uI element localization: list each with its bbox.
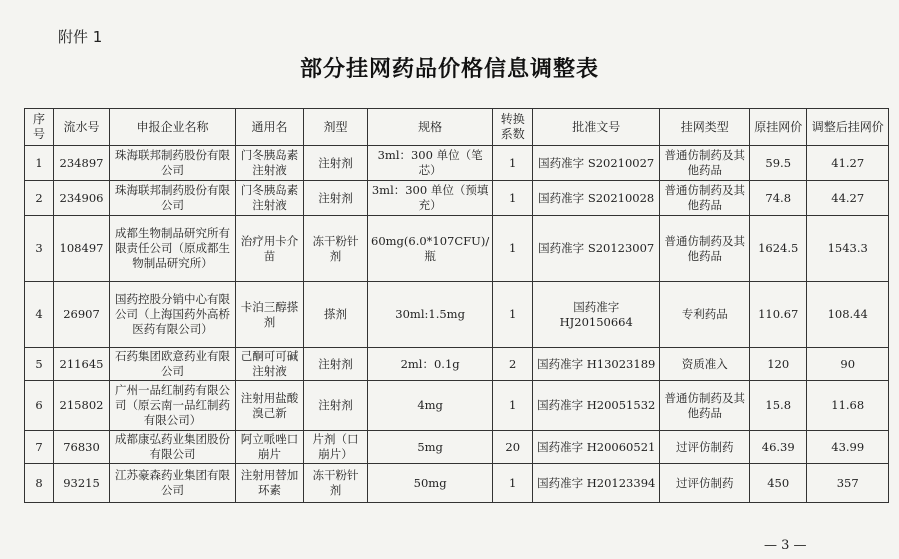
- col-generic-name-cell: 注射用盐酸溴己新: [236, 381, 304, 431]
- table-header-row: [25, 109, 889, 146]
- col-conversion-cell: 1: [493, 464, 533, 503]
- col-approval-cell: 国药准字 H20060521: [533, 431, 660, 464]
- table-body: [25, 146, 889, 503]
- col-spec-cell: 3ml：300 单位（预填充）: [368, 181, 493, 216]
- col-dosage-form-cell: 冻干粉针剂: [304, 464, 368, 503]
- col-original-price-cell: 59.5: [750, 146, 807, 181]
- col-listing-type-cell: 过评仿制药: [660, 431, 750, 464]
- table-row: [25, 381, 889, 431]
- col-dosage-form-cell: 注射剂: [304, 181, 368, 216]
- col-approval-cell: 国药准字 HJ20150664: [533, 282, 660, 348]
- col-listing-type-cell: 普通仿制药及其他药品: [660, 181, 750, 216]
- header-col-adjusted-price: 调整后挂网价: [807, 109, 889, 146]
- col-serial-cell: 211645: [54, 348, 110, 381]
- col-adjusted-price-cell: 108.44: [807, 282, 889, 348]
- col-company-cell: 广州一品红制药有限公司（原云南一品红制药有限公司）: [110, 381, 236, 431]
- table-row: [25, 216, 889, 282]
- col-generic-name-cell: 阿立哌唑口崩片: [236, 431, 304, 464]
- col-original-price-cell: 15.8: [750, 381, 807, 431]
- col-index-cell: 8: [25, 464, 54, 503]
- col-index-cell: 4: [25, 282, 54, 348]
- col-index-cell: 7: [25, 431, 54, 464]
- col-serial-cell: 108497: [54, 216, 110, 282]
- col-adjusted-price-cell: 1543.3: [807, 216, 889, 282]
- col-spec-cell: 60mg(6.0*107CFU)/瓶: [368, 216, 493, 282]
- col-company-cell: 成都生物制品研究所有限责任公司（原成都生物制品研究所）: [110, 216, 236, 282]
- col-listing-type-cell: 资质准入: [660, 348, 750, 381]
- col-original-price-cell: 1624.5: [750, 216, 807, 282]
- col-index-cell: 1: [25, 146, 54, 181]
- col-generic-name-cell: 治疗用卡介苗: [236, 216, 304, 282]
- page-number: — 3 —: [764, 538, 807, 553]
- col-dosage-form-cell: 搽剂: [304, 282, 368, 348]
- col-listing-type-cell: 过评仿制药: [660, 464, 750, 503]
- col-original-price-cell: 74.8: [750, 181, 807, 216]
- col-dosage-form-cell: 注射剂: [304, 381, 368, 431]
- header-col-spec: 规格: [368, 109, 493, 146]
- col-conversion-cell: 1: [493, 216, 533, 282]
- table-row: [25, 431, 889, 464]
- header-col-index: 序号: [25, 109, 54, 146]
- col-approval-cell: 国药准字 H20123394: [533, 464, 660, 503]
- table-row: [25, 348, 889, 381]
- col-dosage-form-cell: 注射剂: [304, 348, 368, 381]
- col-conversion-cell: 1: [493, 282, 533, 348]
- table-row: [25, 181, 889, 216]
- col-spec-cell: 30ml:1.5mg: [368, 282, 493, 348]
- col-dosage-form-cell: 片剂（口崩片）: [304, 431, 368, 464]
- col-adjusted-price-cell: 44.27: [807, 181, 889, 216]
- col-company-cell: 江苏豪森药业集团有限公司: [110, 464, 236, 503]
- col-original-price-cell: 46.39: [750, 431, 807, 464]
- col-adjusted-price-cell: 90: [807, 348, 889, 381]
- header-col-dosage-form: 剂型: [304, 109, 368, 146]
- col-generic-name-cell: 门冬胰岛素注射液: [236, 181, 304, 216]
- col-listing-type-cell: 专利药品: [660, 282, 750, 348]
- col-generic-name-cell: 己酮可可碱注射液: [236, 348, 304, 381]
- col-generic-name-cell: 注射用替加环素: [236, 464, 304, 503]
- col-listing-type-cell: 普通仿制药及其他药品: [660, 146, 750, 181]
- col-original-price-cell: 450: [750, 464, 807, 503]
- header-col-original-price: 原挂网价: [750, 109, 807, 146]
- table-row: [25, 464, 889, 503]
- col-serial-cell: 76830: [54, 431, 110, 464]
- col-spec-cell: 5mg: [368, 431, 493, 464]
- attachment-label: 附件 1: [58, 28, 103, 46]
- col-listing-type-cell: 普通仿制药及其他药品: [660, 216, 750, 282]
- col-serial-cell: 234897: [54, 146, 110, 181]
- col-approval-cell: 国药准字 S20210027: [533, 146, 660, 181]
- col-serial-cell: 93215: [54, 464, 110, 503]
- col-adjusted-price-cell: 357: [807, 464, 889, 503]
- col-index-cell: 6: [25, 381, 54, 431]
- col-conversion-cell: 1: [493, 181, 533, 216]
- col-spec-cell: 4mg: [368, 381, 493, 431]
- col-conversion-cell: 1: [493, 146, 533, 181]
- col-dosage-form-cell: 注射剂: [304, 146, 368, 181]
- table-row: [25, 282, 889, 348]
- col-original-price-cell: 120: [750, 348, 807, 381]
- col-dosage-form-cell: 冻干粉针剂: [304, 216, 368, 282]
- header-col-company: 申报企业名称: [110, 109, 236, 146]
- col-approval-cell: 国药准字 H20051532: [533, 381, 660, 431]
- col-approval-cell: 国药准字 H13023189: [533, 348, 660, 381]
- col-spec-cell: 3ml：300 单位（笔芯）: [368, 146, 493, 181]
- col-conversion-cell: 1: [493, 381, 533, 431]
- col-serial-cell: 234906: [54, 181, 110, 216]
- col-company-cell: 石药集团欧意药业有限公司: [110, 348, 236, 381]
- col-spec-cell: 2ml：0.1g: [368, 348, 493, 381]
- col-spec-cell: 50mg: [368, 464, 493, 503]
- col-company-cell: 珠海联邦制药股份有限公司: [110, 181, 236, 216]
- col-approval-cell: 国药准字 S20210028: [533, 181, 660, 216]
- col-listing-type-cell: 普通仿制药及其他药品: [660, 381, 750, 431]
- col-company-cell: 珠海联邦制药股份有限公司: [110, 146, 236, 181]
- col-index-cell: 5: [25, 348, 54, 381]
- col-index-cell: 2: [25, 181, 54, 216]
- col-adjusted-price-cell: 43.99: [807, 431, 889, 464]
- col-approval-cell: 国药准字 S20123007: [533, 216, 660, 282]
- col-conversion-cell: 2: [493, 348, 533, 381]
- page-title: 部分挂网药品价格信息调整表: [299, 57, 599, 82]
- header-col-listing-type: 挂网类型: [660, 109, 750, 146]
- col-company-cell: 国药控股分销中心有限公司（上海国药外高桥医药有限公司）: [110, 282, 236, 348]
- header-col-generic-name: 通用名: [236, 109, 304, 146]
- col-company-cell: 成都康弘药业集团股份有限公司: [110, 431, 236, 464]
- price-adjustment-table: [24, 108, 889, 503]
- col-index-cell: 3: [25, 216, 54, 282]
- col-generic-name-cell: 卡泊三醇搽剂: [236, 282, 304, 348]
- col-generic-name-cell: 门冬胰岛素注射液: [236, 146, 304, 181]
- col-original-price-cell: 110.67: [750, 282, 807, 348]
- header-col-approval: 批准文号: [533, 109, 660, 146]
- col-serial-cell: 215802: [54, 381, 110, 431]
- table-row: [25, 146, 889, 181]
- col-adjusted-price-cell: 11.68: [807, 381, 889, 431]
- col-serial-cell: 26907: [54, 282, 110, 348]
- header-col-serial: 流水号: [54, 109, 110, 146]
- col-conversion-cell: 20: [493, 431, 533, 464]
- header-col-conversion: 转换系数: [493, 109, 533, 146]
- col-adjusted-price-cell: 41.27: [807, 146, 889, 181]
